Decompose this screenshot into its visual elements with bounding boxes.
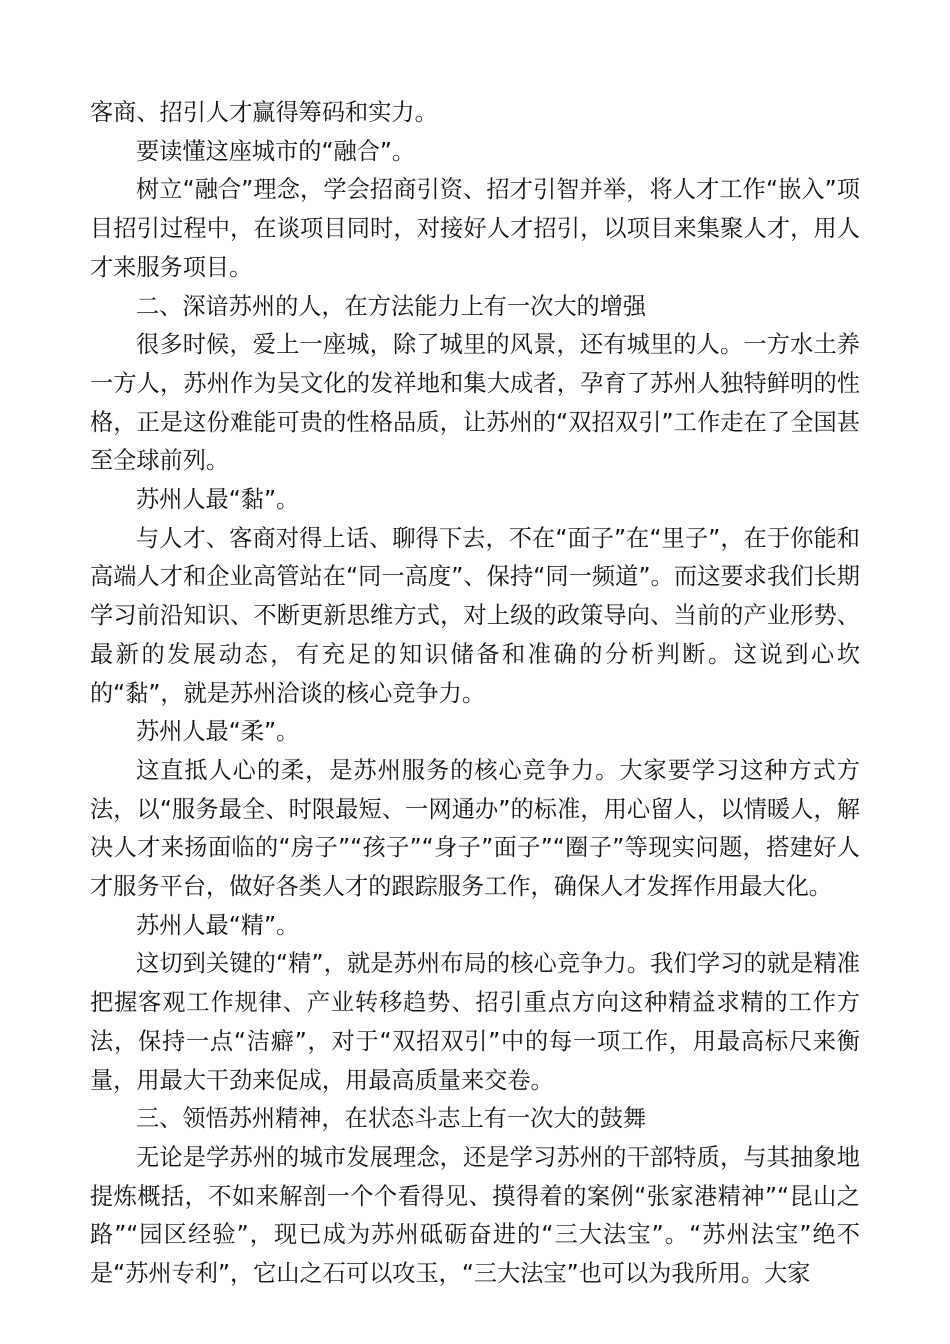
paragraph-suzhou-people: 很多时候，爱上一座城，除了城里的风景，还有城里的人。一方水土养一方人，苏州作为吴文化的发祥地和集大成者，孕育了苏州人独特鲜明的性格，正是这份难能可贵的性格品质，让苏州的“双招双引”工作走在了全国甚至全球前列。 <box>90 331 860 475</box>
subheading-precise: 苏州人最“精”。 <box>136 911 300 939</box>
paragraph-sticky: 与人才、客商对得上话、聊得下去，不在“面子”在“里子”，在于你能和高端人才和企业高管站在“同一高度”、保持“同一频道”。而这要求我们长期学习前沿知识、不断更新思维方式，对上级的政策导向、当前的产业形势、最新的发展动态，有充足的知识储备和准确的分析判断。这说到心坎的“黏”，就是苏州洽谈的核心竞争力。 <box>90 524 860 707</box>
subheading-gentle: 苏州人最“柔”。 <box>136 718 300 746</box>
section-heading-2: 二、深谙苏州的人，在方法能力上有一次大的增强 <box>136 292 647 320</box>
paragraph-integration-concept: 树立“融合”理念，学会招商引资、招才引智并举，将人才工作“嵌入”项目招引过程中，在谈项目同时，对接好人才招引，以项目来集聚人才，用人才来服务项目。 <box>90 176 860 281</box>
subheading-integration: 要读懂这座城市的“融合”。 <box>136 137 416 165</box>
document-body <box>90 94 860 1294</box>
paragraph-continued: 客商、招引人才赢得筹码和实力。 <box>90 99 438 126</box>
section-heading-3: 三、领悟苏州精神，在状态斗志上有一次大的鼓舞 <box>136 1105 647 1133</box>
subheading-sticky: 苏州人最“黏”。 <box>136 486 300 514</box>
paragraph-three-treasures: 无论是学苏州的城市发展理念，还是学习苏州的干部特质，与其抽象地提炼概括，不如来解剖一个个看得见、摸得着的案例“张家港精神”“昆山之路”“园区经验”，现已成为苏州砥砺奋进的“三大法宝”。“苏州法宝”绝不是“苏州专利”，它山之石可以攻玉，“三大法宝”也可以为我所用。大家 <box>90 1143 860 1288</box>
paragraph-precise: 这切到关键的“精”，就是苏州布局的核心竞争力。我们学习的就是精准把握客观工作规律、产业转移趋势、招引重点方向这种精益求精的工作方法，保持一点“洁癖”，对于“双招双引”中的每一项工作，用最高标尺来衡量，用最大干劲来促成，用最高质量来交卷。 <box>90 950 860 1094</box>
paragraph-gentle: 这直抵人心的柔，是苏州服务的核心竞争力。大家要学习这种方式方法，以“服务最全、时限最短、一网通办”的标准，用心留人，以情暖人，解决人才来扬面临的“房子”“孩子”“身子”面子”“圈子”等现实问题，搭建好人才服务平台，做好各类人才的跟踪服务工作，确保人才发挥作用最大化。 <box>90 756 860 901</box>
